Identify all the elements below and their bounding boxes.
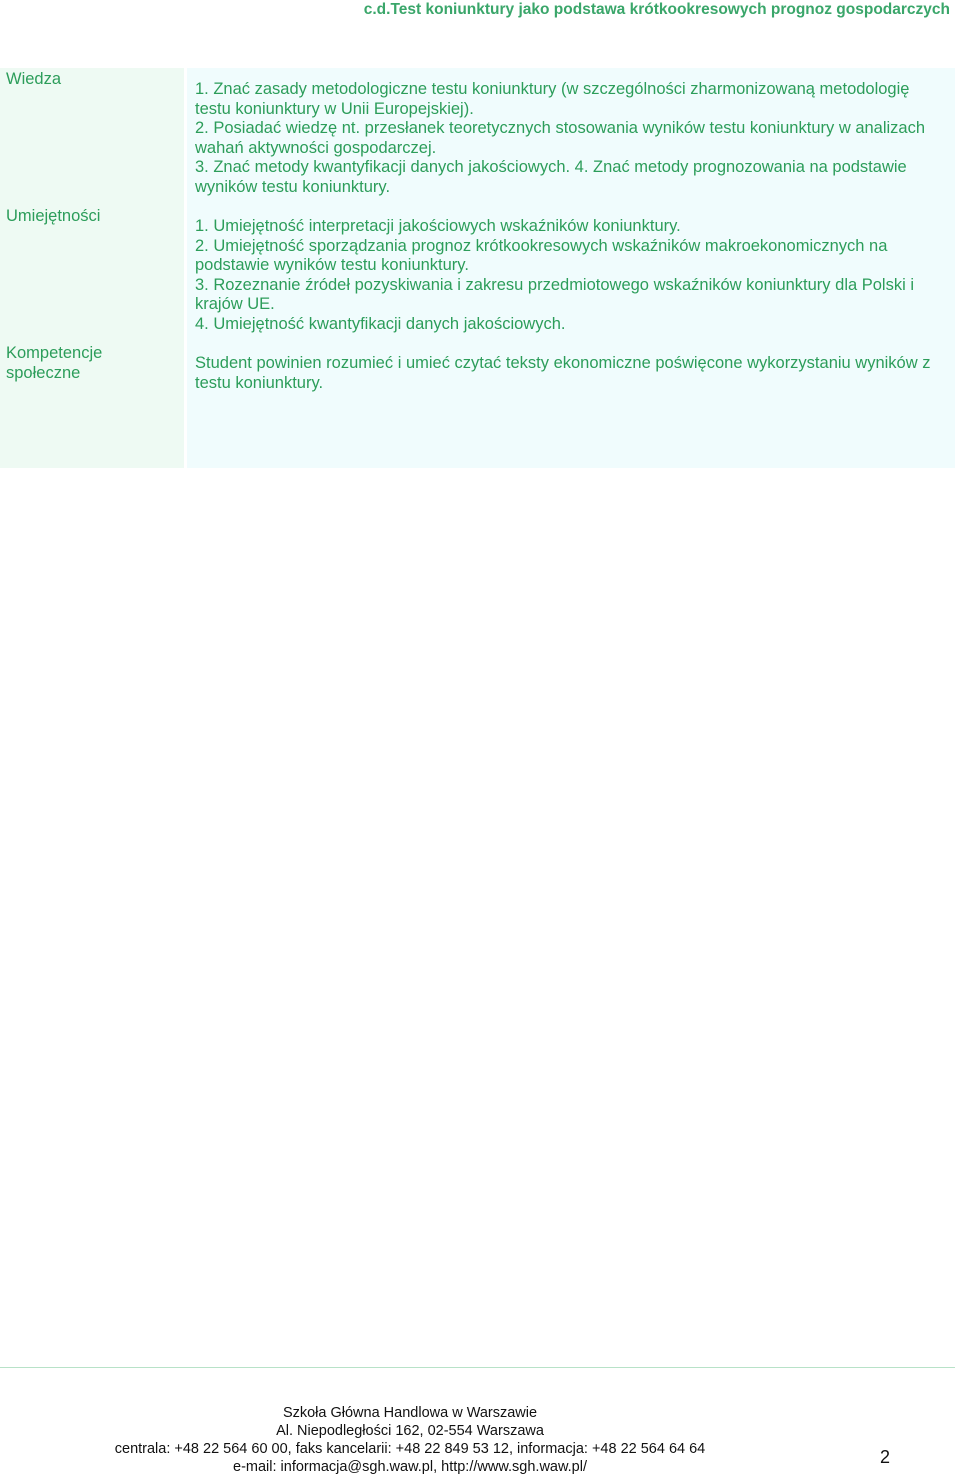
content-column [187, 68, 955, 468]
umiejetnosci-item-1: 1. Umiejętność interpretacji jakościowych wskaźników koniunktury. [195, 217, 681, 235]
kompetencje-content [195, 354, 945, 393]
wiedza-item-2: 2. Posiadać wiedzę nt. przesłanek teoretycznych stosowania wyników testu koniunktury w analizach wahań aktywności gospodarczej. [195, 119, 926, 157]
row-label-kompetencje [6, 344, 102, 383]
document-title: c.d.Test koniunktury jako podstawa krótkookresowych prognoz gospodarczych [363, 1, 950, 18]
wiedza-item-3-4: 3. Znać metody kwantyfikacji danych jakościowych. 4. Znać metody prognozowania na podstawie wyników testu koniunktury. [195, 158, 907, 196]
footer-contact: e-mail: informacja@sgh.waw.pl, http://www.sgh.waw.pl/ [233, 1459, 587, 1475]
row-label-wiedza: Wiedza [6, 70, 62, 88]
kompetencje-item-1: Student powinien rozumieć i umieć czytać teksty ekonomiczne poświęcone wykorzystaniu wyników z testu koniunktury. [195, 354, 931, 392]
umiejetnosci-item-3: 3. Rozeznanie źródeł pozyskiwania i zakresu przedmiotowego wskaźników koniunktury dla Polski i krajów UE. [195, 275, 915, 313]
row-label-kompetencje-line2: społeczne [6, 363, 81, 382]
row-label-kompetencje-line1: Kompetencje [6, 344, 103, 362]
wiedza-item-1: 1. Znać zasady metodologiczne testu koniunktury (w szczególności zharmonizowaną metodologię testu koniunktury w Unii Europejskiej). [195, 80, 910, 118]
label-column [0, 68, 184, 468]
footer-divider [0, 1367, 955, 1368]
row-label-umiejetnosci: Umiejętności [6, 207, 101, 225]
footer-institution: Szkoła Główna Handlowa w Warszawie [282, 1405, 538, 1421]
footer-phones: centrala: +48 22 564 60 00, faks kancelarii: +48 22 849 53 12, informacja: +48 22 564 64 64 [114, 1441, 706, 1457]
footer [0, 1404, 820, 1476]
page-number: 2 [880, 1447, 891, 1467]
wiedza-content [195, 80, 945, 197]
learning-outcomes-table [0, 68, 955, 468]
umiejetnosci-item-4: 4. Umiejętność kwantyfikacji danych jakościowych. [195, 314, 566, 333]
umiejetnosci-item-2: 2. Umiejętność sporządzania prognoz krótkookresowych wskaźników makroekonomicznych na podstawie wyników testu koniunktury. [195, 236, 888, 274]
umiejetnosci-content [195, 217, 945, 334]
footer-address: Al. Niepodległości 162, 02-554 Warszawa [276, 1423, 544, 1439]
